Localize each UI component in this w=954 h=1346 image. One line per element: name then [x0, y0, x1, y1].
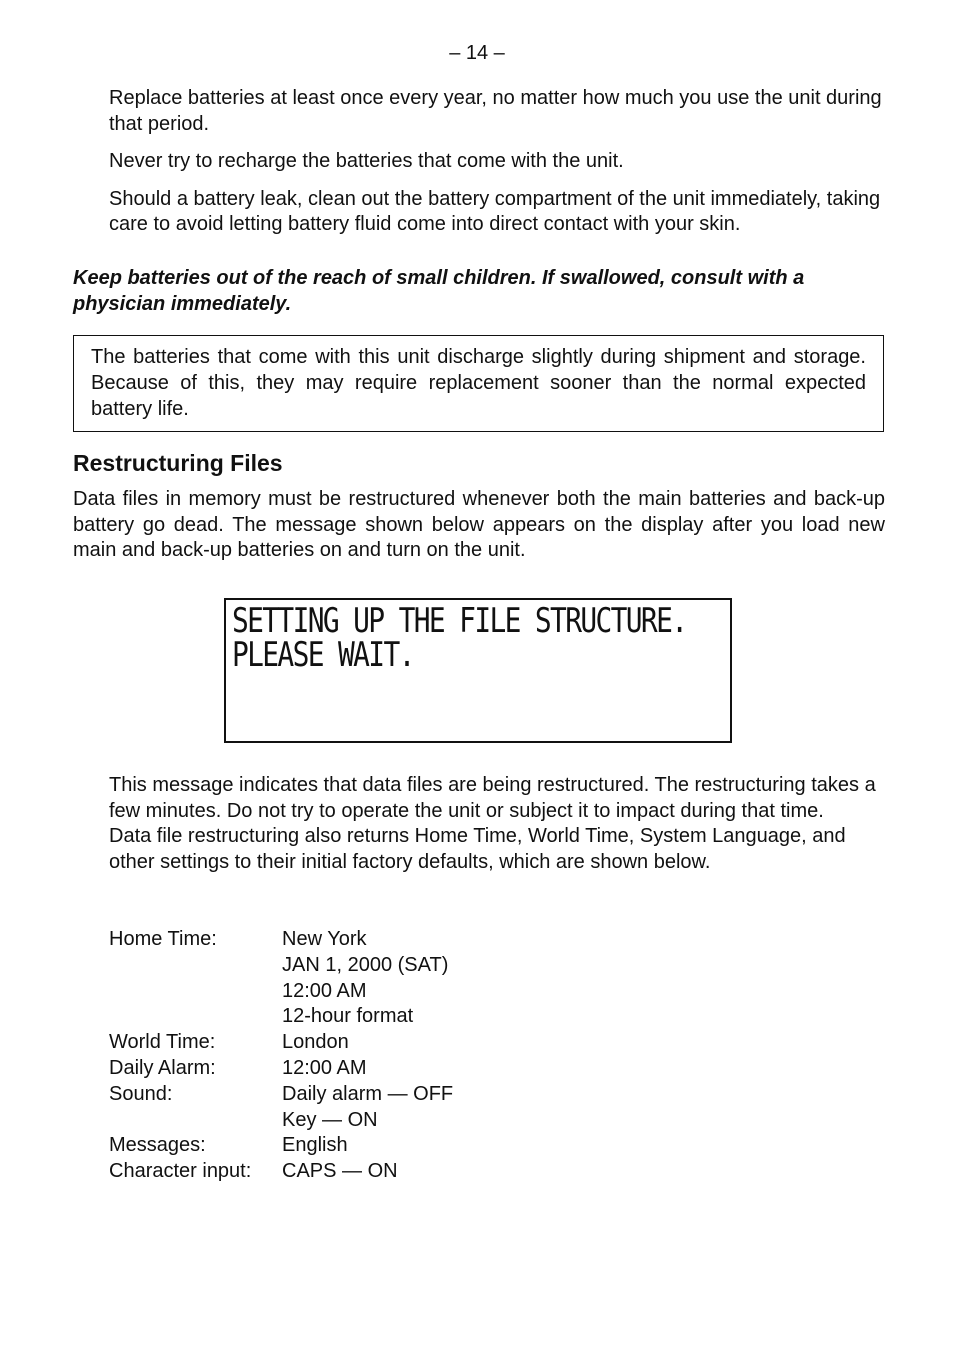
defaults-label: [109, 1108, 282, 1134]
defaults-row: [109, 1108, 453, 1134]
factory-defaults-list: [109, 927, 453, 1185]
lcd-display: [224, 598, 732, 743]
defaults-row: [109, 1082, 453, 1108]
defaults-label: [109, 979, 282, 1005]
battery-notes: [109, 86, 885, 250]
defaults-row: [109, 953, 453, 979]
section-intro: Data files in memory must be restructured whenever both the main batteries and back-up battery go dead. The message shown below appears on the display after you load new main and back-up batteries on and turn on the unit.: [73, 488, 885, 561]
defaults-label: Daily Alarm:: [109, 1056, 216, 1079]
defaults-label: World Time:: [109, 1031, 216, 1054]
defaults-row: [109, 979, 453, 1005]
battery-note: Never try to recharge the batteries that come with the unit.: [109, 150, 624, 172]
defaults-row: [109, 1004, 453, 1030]
defaults-label: Sound:: [109, 1082, 173, 1105]
defaults-label: Home Time:: [109, 928, 217, 950]
battery-note: Should a battery leak, clean out the battery compartment of the unit immediately, taking care to avoid letting battery fluid come into direct contact with your skin.: [109, 187, 881, 235]
defaults-value: English: [282, 1134, 348, 1157]
defaults-value: CAPS — ON: [282, 1160, 398, 1183]
defaults-row: [109, 1056, 453, 1082]
defaults-row: [109, 1133, 453, 1159]
lcd-line-1: SETTING UP THE FILE STRUCTURE.: [232, 601, 687, 641]
explanation-paragraph: This message indicates that data files are being restructured. The restructuring takes a few minutes. Do not try to operate the unit or subject it to impact during that time.: [109, 774, 876, 822]
defaults-value: Daily alarm — OFF: [282, 1082, 454, 1105]
defaults-value: New York: [282, 928, 367, 950]
defaults-row: [109, 927, 453, 953]
battery-note: Replace batteries at least once every year, no matter how much you use the unit during that period.: [109, 87, 882, 135]
defaults-label: [109, 1004, 282, 1030]
defaults-row: [109, 1030, 453, 1056]
explanation: [109, 773, 885, 875]
defaults-label: Messages:: [109, 1134, 206, 1157]
page-number: – 14 –: [449, 42, 505, 64]
defaults-value: 12:00 AM: [282, 1056, 367, 1079]
defaults-value: 12-hour format: [282, 1005, 414, 1028]
defaults-label: Character input:: [109, 1160, 252, 1183]
defaults-row: [109, 1159, 453, 1185]
defaults-value: 12:00 AM: [282, 979, 367, 1002]
safety-warning: Keep batteries out of the reach of small children. If swallowed, consult with a physician immediately.: [73, 267, 805, 315]
section-heading: Restructuring Files: [73, 450, 283, 476]
defaults-value: JAN 1, 2000 (SAT): [282, 953, 449, 976]
explanation-paragraph: Data file restructuring also returns Home Time, World Time, System Language, and other settings to their initial factory defaults, which are shown below.: [109, 825, 846, 873]
defaults-value: London: [282, 1031, 349, 1054]
defaults-value: Key — ON: [282, 1108, 378, 1131]
lcd-line-2: PLEASE WAIT.: [232, 635, 414, 675]
defaults-label: [109, 953, 282, 979]
note-box: The batteries that come with this unit discharge slightly during shipment and storage. Because of this, they may require replacement sooner than the normal expected battery life.: [73, 335, 884, 432]
